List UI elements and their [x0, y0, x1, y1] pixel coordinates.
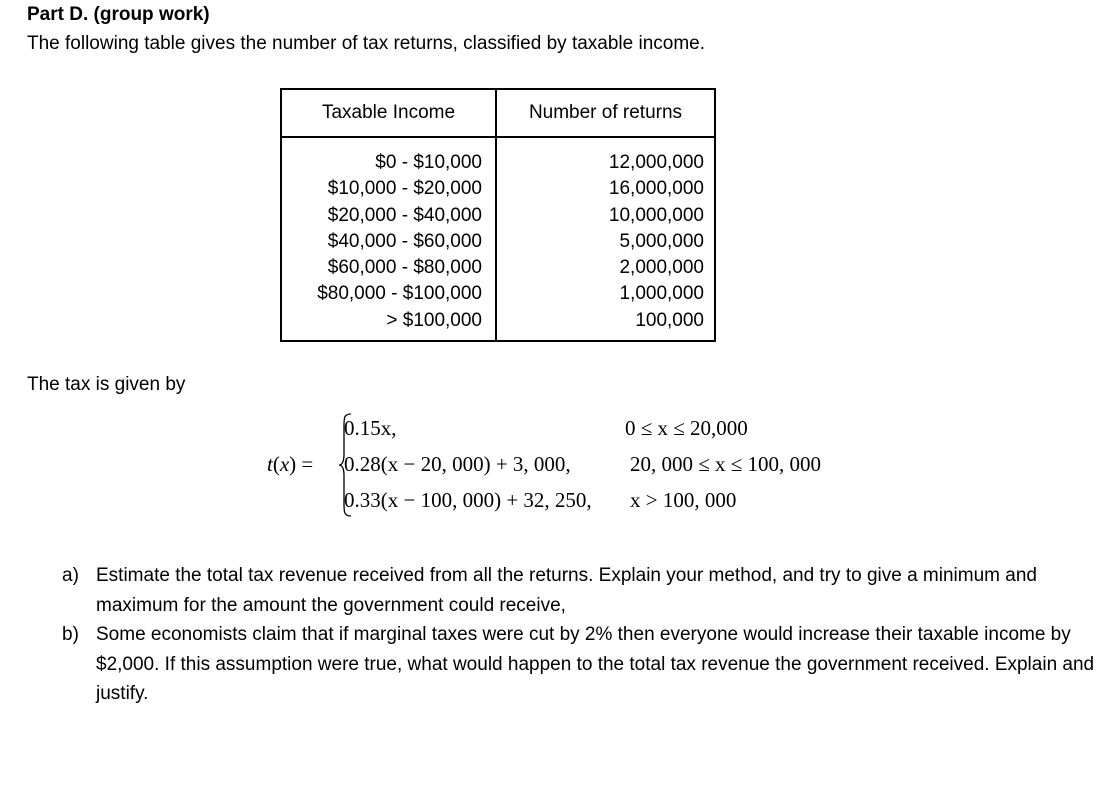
header-divider: [282, 136, 714, 138]
case-condition: 20, 000 ≤ x ≤ 100, 000: [630, 452, 822, 476]
returns-cell: 10,000,000: [608, 204, 704, 226]
tax-returns-table: [280, 88, 716, 342]
function-arg: x: [279, 452, 290, 476]
returns-cell: 1,000,000: [619, 283, 704, 305]
intro-text: The following table gives the number of tax returns, classified by taxable income.: [27, 33, 706, 54]
header-taxable-income: Taxable Income: [321, 102, 456, 123]
question-item: [62, 561, 1102, 620]
case-condition: 0 ≤ x ≤ 20,000: [625, 416, 748, 440]
income-cell: $0 - $10,000: [375, 152, 482, 173]
part-heading: Part D. (group work): [27, 4, 210, 25]
income-cell: $10,000 - $20,000: [327, 178, 482, 200]
formula-lhs: t(x) =: [267, 452, 314, 476]
income-cell: > $100,000: [386, 309, 482, 331]
question-text: Some economists claim that if marginal taxes were cut by 2% then everyone would increase their taxable income by $2,000. If this assumption were true, what would happen to the total tax revenue the government received. Explain and justify.: [96, 624, 1095, 704]
question-label: a): [62, 565, 79, 586]
returns-cell: 5,000,000: [619, 230, 704, 252]
case-expression: 0.33(x − 100, 000) + 32, 250,: [344, 488, 592, 512]
income-cell: $40,000 - $60,000: [327, 230, 482, 252]
tax-formula: [255, 408, 855, 528]
question-text: Estimate the total tax revenue received from all the returns. Explain your method, and try to give a minimum and maximum for the amount the government could receive,: [96, 565, 1037, 616]
returns-cell: 2,000,000: [619, 257, 704, 279]
income-column: [282, 150, 482, 334]
returns-cell: 100,000: [635, 309, 704, 331]
returns-column: [497, 150, 704, 334]
header-number-of-returns: Number of returns: [528, 102, 683, 123]
case-expression: 0.15x,: [344, 416, 397, 440]
function-name: t: [267, 452, 273, 476]
income-cell: $80,000 - $100,000: [317, 283, 482, 305]
returns-cell: 16,000,000: [608, 178, 704, 200]
question-item: [62, 620, 1102, 709]
income-cell: $20,000 - $40,000: [327, 204, 482, 226]
case-condition: x > 100, 000: [630, 488, 737, 512]
question-label: b): [62, 624, 79, 645]
case-expression: 0.28(x − 20, 000) + 3, 000,: [344, 452, 571, 476]
income-cell: $60,000 - $80,000: [327, 257, 482, 279]
tax-intro-text: The tax is given by: [27, 374, 186, 395]
question-list: [62, 561, 1102, 709]
returns-cell: 12,000,000: [608, 152, 704, 173]
